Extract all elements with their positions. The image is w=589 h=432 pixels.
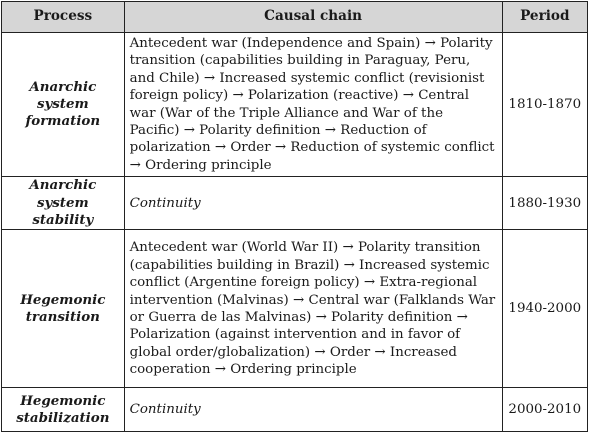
causal-chain-cell: Continuity xyxy=(124,388,502,432)
period-cell: 1880-1930 xyxy=(502,177,587,230)
table-row xyxy=(2,388,588,432)
causal-chain-cell: Antecedent war (Independence and Spain) → Polarity transition (capabilities building in Paraguay, Peru, and Chile) → Increased systemic conflict (revisionist foreign policy) → Polarization (reactive) → Central war (War of the Triple Alliance and War of the Pacific) → Polarity definition → Reduction of polarization → Order → Reduction of systemic conflict → Ordering principle xyxy=(124,33,502,177)
process-cell: Hegemonic stabilization xyxy=(2,388,125,432)
period-cell: 2000-2010 xyxy=(502,388,587,432)
period-cell: 1940-2000 xyxy=(502,230,587,388)
causal-chain-cell: Antecedent war (World War II) → Polarity transition (capabilities building in Brazil) → Increased systemic conflict (Argentine foreign policy) → Extra-regional intervention (Malvinas) → Central war (Falklands War or Guerra de las Malvinas) → Polarity definition → Polarization (against intervention and in favor of global order/globalization) → Order → Increased cooperation → Ordering principle xyxy=(124,230,502,388)
header-row xyxy=(2,2,588,33)
process-table xyxy=(1,1,588,432)
table-row xyxy=(2,33,588,177)
period-cell: 1810-1870 xyxy=(502,33,587,177)
header-period: Period xyxy=(502,2,587,33)
header-causal-chain: Causal chain xyxy=(124,2,502,33)
causal-chain-cell: Continuity xyxy=(124,177,502,230)
process-cell: Anarchic system stability xyxy=(2,177,125,230)
table-row xyxy=(2,177,588,230)
process-cell: Hegemonic transition xyxy=(2,230,125,388)
table-row xyxy=(2,230,588,388)
process-cell: Anarchic system formation xyxy=(2,33,125,177)
header-process: Process xyxy=(2,2,125,33)
